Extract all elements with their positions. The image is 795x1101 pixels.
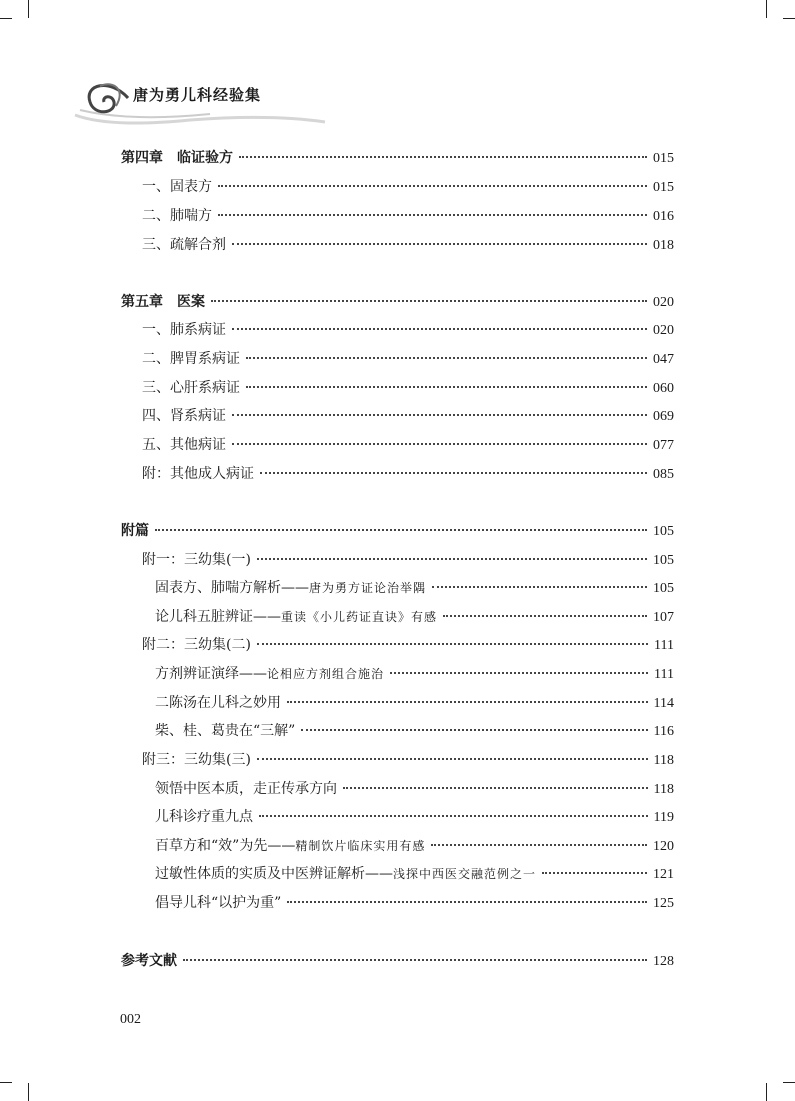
page-number: 002: [120, 1012, 141, 1027]
toc-entry[interactable]: [155, 892, 674, 914]
toc-entry[interactable]: [155, 835, 674, 857]
toc-entry[interactable]: [142, 377, 674, 399]
toc-entry[interactable]: [121, 520, 674, 542]
toc-entry[interactable]: [142, 405, 674, 427]
toc-page-number: 111: [654, 638, 674, 653]
dot-leader: [246, 357, 647, 359]
toc-page-number: 077: [653, 438, 674, 453]
toc-page-number: 047: [653, 352, 674, 367]
toc-entry-title: 参考文献: [121, 953, 177, 969]
toc-page-number: 111: [654, 667, 674, 682]
toc-entry-subtitle: 唐为勇方证论治举隅: [309, 581, 427, 595]
dot-leader: [542, 872, 647, 874]
dot-leader: [343, 787, 648, 789]
dot-leader: [246, 386, 647, 388]
toc-page-number: 105: [653, 524, 674, 539]
toc-entry[interactable]: [155, 692, 674, 714]
dot-leader: [218, 185, 647, 187]
toc-entry[interactable]: [142, 319, 674, 341]
toc-page-number: 020: [653, 323, 674, 338]
toc-entry-title: 二、肺喘方: [142, 208, 212, 224]
toc-entry-subtitle: 浅探中西医交融范例之一: [393, 867, 537, 881]
toc-entry[interactable]: [155, 806, 674, 828]
toc-page-number: 118: [653, 782, 674, 797]
toc-entry-title: 附一：三幼集(一): [142, 552, 251, 568]
toc-entry[interactable]: [142, 463, 674, 485]
toc-entry-title: 五、其他病证: [142, 437, 226, 453]
toc-entry[interactable]: [142, 634, 674, 656]
toc-page-number: 119: [653, 810, 674, 825]
dot-leader: [260, 472, 647, 474]
toc-entry-title: 固表方、肺喘方解析——: [155, 580, 309, 596]
toc-page-number: 120: [653, 839, 674, 854]
toc-entry[interactable]: [142, 434, 674, 456]
toc-entry-title: 附二：三幼集(二): [142, 637, 251, 653]
dot-leader: [390, 672, 648, 674]
toc-entry[interactable]: [142, 234, 674, 256]
toc-page-number: 060: [653, 381, 674, 396]
dot-leader: [287, 701, 648, 703]
toc-page-number: 118: [653, 753, 674, 768]
toc-page-number: 015: [653, 151, 674, 166]
dot-leader: [232, 328, 647, 330]
toc-entry-title: 三、心肝系病证: [142, 380, 240, 396]
toc-entry-title: 一、肺系病证: [142, 322, 226, 338]
dot-leader: [443, 615, 647, 617]
toc-page-number: 018: [653, 238, 674, 253]
toc-entry[interactable]: [142, 749, 674, 771]
dot-leader: [183, 959, 647, 961]
toc-page-number: 085: [653, 467, 674, 482]
toc-page-number: 125: [653, 896, 674, 911]
toc-entry[interactable]: [121, 950, 674, 972]
toc-page-number: 128: [653, 954, 674, 969]
toc-entry-title: 第五章 医案: [121, 294, 205, 310]
toc-entry-title: 二陈汤在儿科之妙用: [155, 695, 281, 711]
toc-page-number: 114: [653, 696, 674, 711]
dot-leader: [287, 901, 647, 903]
dot-leader: [257, 758, 648, 760]
toc-entry-title: 四、肾系病证: [142, 408, 226, 424]
toc-entry-title: 二、脾胃系病证: [142, 351, 240, 367]
toc-entry-title: 倡导儿科“以护为重”: [155, 895, 282, 911]
toc-entry-title: 第四章 临证验方: [121, 150, 233, 166]
toc-entry-title: 附篇: [121, 523, 149, 539]
toc-entry-title: 过敏性体质的实质及中医辨证解析——: [155, 866, 393, 882]
dot-leader: [232, 243, 647, 245]
dot-leader: [431, 844, 647, 846]
toc-entry[interactable]: [142, 348, 674, 370]
toc-entry-title: 柴、桂、葛贵在“三解”: [155, 723, 296, 739]
toc-entry-title: 附：其他成人病证: [142, 466, 254, 482]
toc-entry[interactable]: [155, 663, 674, 685]
toc-entry[interactable]: [121, 291, 674, 313]
dot-leader: [211, 300, 647, 302]
toc-entry[interactable]: [155, 863, 674, 885]
toc-entry-title: 一、固表方: [142, 179, 212, 195]
toc-entry[interactable]: [155, 606, 674, 628]
toc-entry[interactable]: [155, 720, 674, 742]
toc-entry-subtitle: 论相应方剂组合施治: [267, 667, 385, 681]
toc-entry-title: 论儿科五脏辨证——: [155, 609, 281, 625]
toc-page-number: 016: [653, 209, 674, 224]
dot-leader: [239, 156, 647, 158]
toc-entry-title: 三、疏解合剂: [142, 237, 226, 253]
toc-page-number: 105: [653, 553, 674, 568]
toc-page-number: 069: [653, 409, 674, 424]
book-title: 唐为勇儿科经验集: [133, 86, 262, 104]
toc-page-number: 107: [653, 610, 674, 625]
toc-entry-subtitle: 重读《小儿药证直诀》有感: [281, 610, 438, 624]
toc-entry[interactable]: [142, 205, 674, 227]
toc-page-number: 015: [653, 180, 674, 195]
dot-leader: [155, 529, 647, 531]
toc-entry-title: 方剂辨证演绎——: [155, 666, 267, 682]
toc-page-number: 116: [653, 724, 674, 739]
toc-page-number: 121: [653, 867, 674, 882]
dot-leader: [259, 815, 648, 817]
dot-leader: [218, 214, 647, 216]
toc-entry[interactable]: [142, 549, 674, 571]
toc-entry[interactable]: [155, 778, 674, 800]
dot-leader: [257, 643, 648, 645]
toc-entry-title: 百草方和“效”为先——: [155, 838, 296, 854]
toc-page-number: 105: [653, 581, 674, 596]
toc-entry-title: 儿科诊疗重九点: [155, 809, 253, 825]
toc-entry-title: 附三：三幼集(三): [142, 752, 251, 768]
dot-leader: [257, 558, 647, 560]
toc-entry[interactable]: [142, 176, 674, 198]
toc-entry-subtitle: 精制饮片临床实用有感: [295, 839, 426, 853]
dot-leader: [232, 443, 647, 445]
dot-leader: [301, 729, 647, 731]
toc-page-number: 020: [653, 295, 674, 310]
toc-entry-title: 领悟中医本质，走正传承方向: [155, 781, 337, 797]
toc-entry[interactable]: [155, 577, 674, 599]
dot-leader: [232, 414, 647, 416]
toc-entry[interactable]: [121, 147, 674, 169]
dot-leader: [432, 586, 647, 588]
